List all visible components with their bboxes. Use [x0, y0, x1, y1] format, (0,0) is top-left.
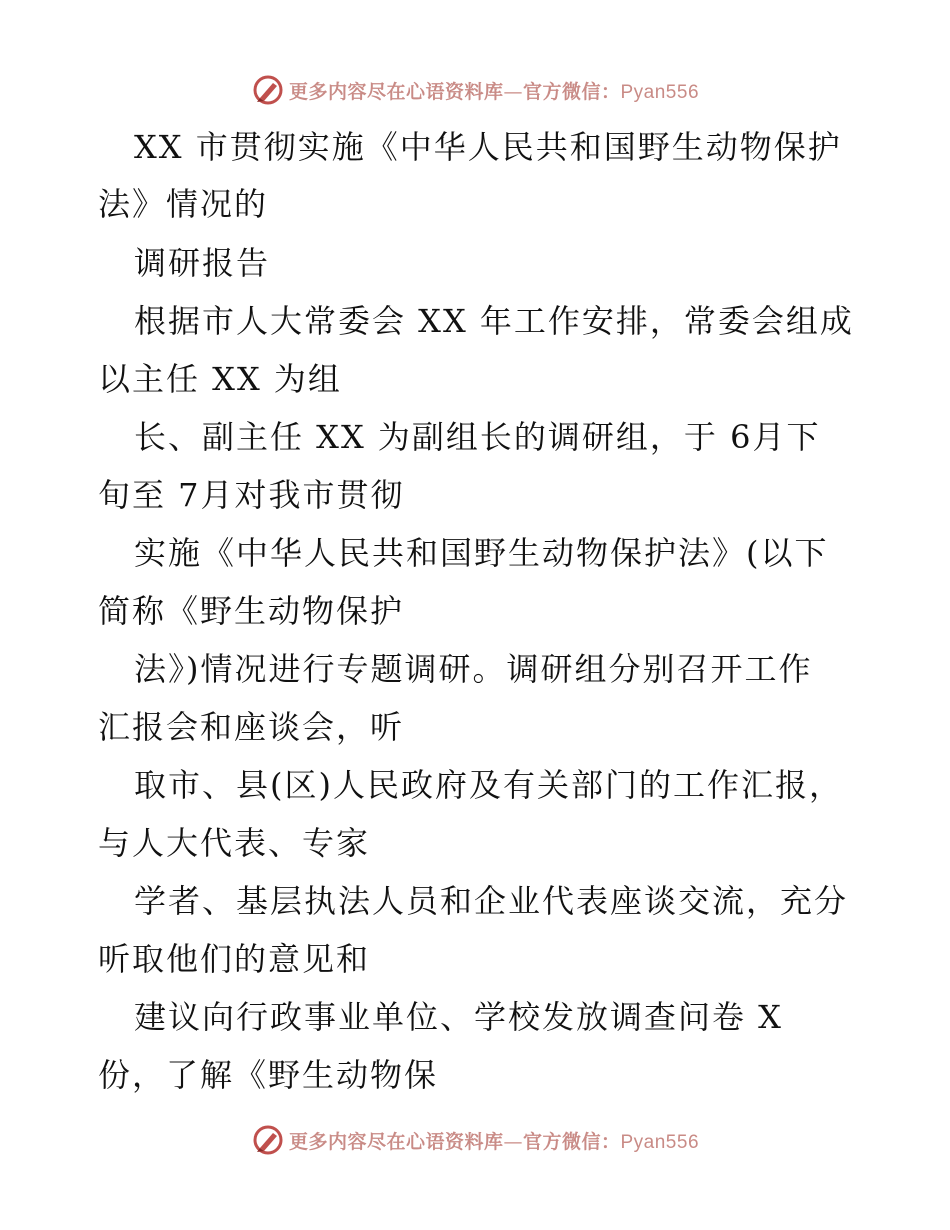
text-line-16: 建议向行政事业单位、学校发放调查问卷 X — [134, 998, 783, 1036]
text-line-7: 旬至 7月对我市贯彻 — [98, 476, 405, 514]
text-line-14: 学者、基层执法人员和企业代表座谈交流，充分 — [134, 882, 849, 920]
pen-logo-icon — [251, 1123, 285, 1157]
text-line-11: 汇报会和座谈会，听 — [98, 708, 405, 746]
text-line-4: 根据市人大常委会 XX 年工作安排，常委会组成 — [134, 302, 854, 340]
footer-suffix: 官方微信： — [522, 1130, 621, 1153]
header-suffix: 官方微信： — [522, 80, 621, 103]
footer-text: 更多内容尽在心语资料库 — [288, 1130, 504, 1153]
text-line-8: 实施《中华人民共和国野生动物保护法》(以下 — [134, 534, 829, 572]
header-text: 更多内容尽在心语资料库 — [288, 80, 504, 103]
header-wechat: Pyan556 — [620, 81, 700, 103]
footer-separator: — — [503, 1130, 523, 1153]
pen-logo-icon — [251, 73, 285, 107]
text-line-3: 调研报告 — [134, 244, 271, 282]
text-line-2: 法》情况的 — [98, 185, 269, 223]
text-line-15: 听取他们的意见和 — [98, 940, 371, 978]
text-line-12: 取市、县(区)人民政府及有关部门的工作汇报， — [134, 766, 843, 804]
text-line-13: 与人大代表、专家 — [98, 824, 371, 862]
text-line-17: 份，了解《野生动物保 — [98, 1056, 439, 1094]
text-line-10: 法》)情况进行专题调研。调研组分别召开工作 — [134, 650, 813, 688]
text-line-6: 长、副主任 XX 为副组长的调研组，于 6月下 — [134, 418, 821, 456]
footer-wechat: Pyan556 — [620, 1131, 700, 1153]
header-watermark — [0, 70, 950, 110]
text-line-5: 以主任 XX 为组 — [98, 360, 342, 398]
text-line-1: XX 市贯彻实施《中华人民共和国野生动物保护 — [134, 128, 842, 166]
header-separator: — — [503, 80, 523, 103]
footer-watermark — [0, 1120, 950, 1160]
text-line-9: 简称《野生动物保护 — [98, 592, 405, 630]
